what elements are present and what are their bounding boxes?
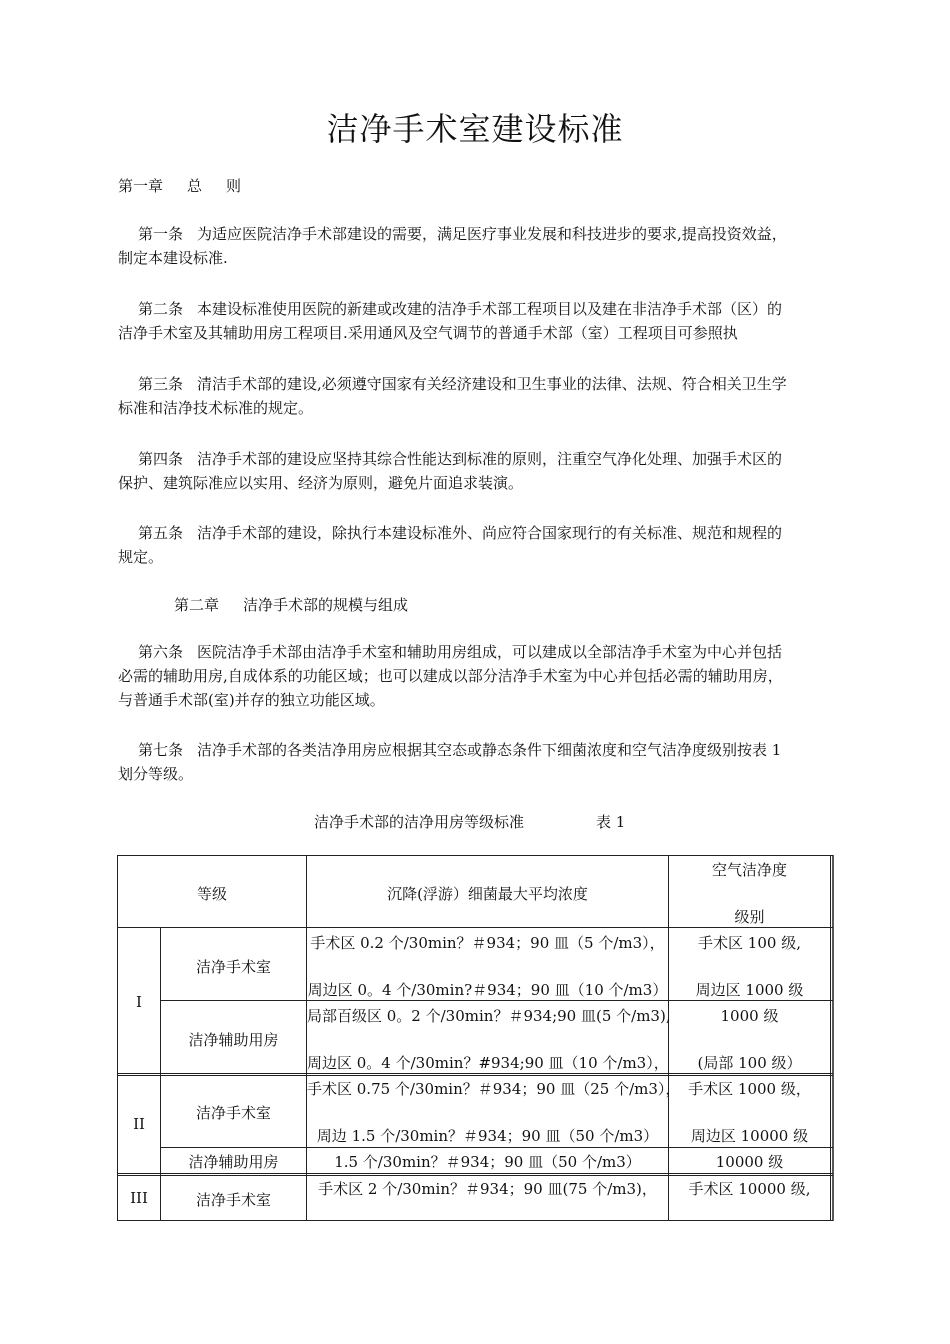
article-text: 规定。 [118,548,164,566]
table-number: 表 1 [596,813,626,831]
air-class-value: 手术区 100 级, [698,934,801,952]
air-class-value: 手术区 1000 级， [688,1080,811,1098]
bacteria-value: 手术区 0.75 个/30min？＃934；90 皿（25 个/m3）， [307,1080,681,1098]
bacteria-value: 周边区 0。4 个/30min?＃934；90 皿（10 个/m3） [307,981,668,999]
page-title: 洁净手术室建设标准 [326,110,624,148]
air-class-value: 10000 级 [715,1153,784,1171]
article-text: 洁净手术部的各类洁净用房应根据其空态或静态条件下细菌浓度和空气洁净度级别按表 1 [197,741,782,759]
chapter-2-number: 第二章 [174,596,220,614]
article-text: 保护、建筑际准应以实用、经济为原则，避免片面追求装演。 [118,474,524,492]
chapter-1-title-a: 总 [187,177,203,195]
chapter-2-title: 洁净手术部的规模与组成 [243,596,409,614]
air-class-value: 周边区 1000 级 [695,981,804,999]
article-text: 与普通手术部(室)并存的独立功能区域。 [118,691,385,709]
level-label-2: II [133,1115,145,1133]
bacteria-value: 手术区 2 个/30min？＃934；90 皿(75 个/m3)， [318,1180,657,1198]
article-text: 本建设标准使用医院的新建或改建的洁净手术部工程项目以及建在非洁净手术部（区）的 [197,300,783,318]
article-label: 第六条 [138,643,184,661]
room-type: 洁净辅助用房 [188,1031,279,1049]
air-class-value: 手术区 10000 级, [688,1180,811,1198]
article-label: 第三条 [138,375,184,393]
article-text: 标准和洁净技术标准的规定。 [118,399,314,417]
bacteria-value: 局部百级区 0。2 个/30min？＃934;90 皿(5 个/m3), [307,1007,671,1025]
article-label: 第一条 [138,225,184,243]
room-type: 洁净辅助用房 [188,1153,279,1171]
article-text: 洁净手术室及其辅助用房工程项目.采用通风及空气调节的普通手术部（室）工程项目可参照执 [118,324,738,342]
bacteria-value: 1.5 个/30min？＃934；90 皿（50 个/m3） [334,1153,641,1171]
article-label: 第五条 [138,524,184,542]
level-label-1: I [136,993,142,1011]
article-text: 医院洁净手术部由洁净手术室和辅助用房组成，可以建成以全部洁净手术室为中心并包括 [197,643,783,661]
chapter-1-title-b: 则 [226,177,242,195]
room-type: 洁净手术室 [195,958,271,976]
table-caption-text: 洁净手术部的洁净用房等级标准 [314,813,525,831]
bacteria-value: 手术区 0.2 个/30min？＃934；90 皿（5 个/m3）， [310,934,665,952]
chapter-1-number: 第一章 [118,177,164,195]
article-text: 划分等级。 [118,765,194,783]
article-text: 制定本建设标准. [118,249,228,267]
article-text: 清洁手术部的建设,必须遵守国家有关经济建设和卫生事业的法律、法规、符合相关卫生学 [197,375,787,393]
article-text: 洁净手术部的建设应坚持其综合性能达到标准的原则，注重空气净化处理、加强手术区的 [197,450,783,468]
article-label: 第四条 [138,450,184,468]
air-class-value: 1000 级 [720,1007,779,1025]
header-bacteria: 沉降(浮游）细菌最大平均浓度 [387,885,588,903]
header-air-line1: 空气洁净度 [711,861,787,879]
air-class-value: (局部 100 级） [697,1054,802,1072]
article-text: 为适应医院洁净手术部建设的需要，满足医疗事业发展和科技进步的要求,提高投资效益， [197,225,787,243]
room-type: 洁净手术室 [195,1191,271,1209]
bacteria-value: 周边 1.5 个/30min？＃934；90 皿（50 个/m3） [316,1127,659,1145]
header-grade: 等级 [196,885,227,903]
air-class-value: 周边区 10000 级 [690,1127,809,1145]
article-label: 第二条 [138,300,184,318]
bacteria-value: 周边区 0。4 个/30min？#934;90 皿（10 个/m3）， [307,1054,669,1072]
level-label-3: III [130,1189,148,1207]
article-label: 第七条 [138,741,184,759]
article-text: 必需的辅助用房,自成体系的功能区域；也可以建成以部分洁净手术室为中心并包括必需的辅助用房， [118,667,783,685]
article-text: 洁净手术部的建设，除执行本建设标准外、尚应符合国家现行的有关标准、规范和规程的 [197,524,783,542]
header-air-line2: 级别 [734,908,765,926]
room-type: 洁净手术室 [195,1104,271,1122]
